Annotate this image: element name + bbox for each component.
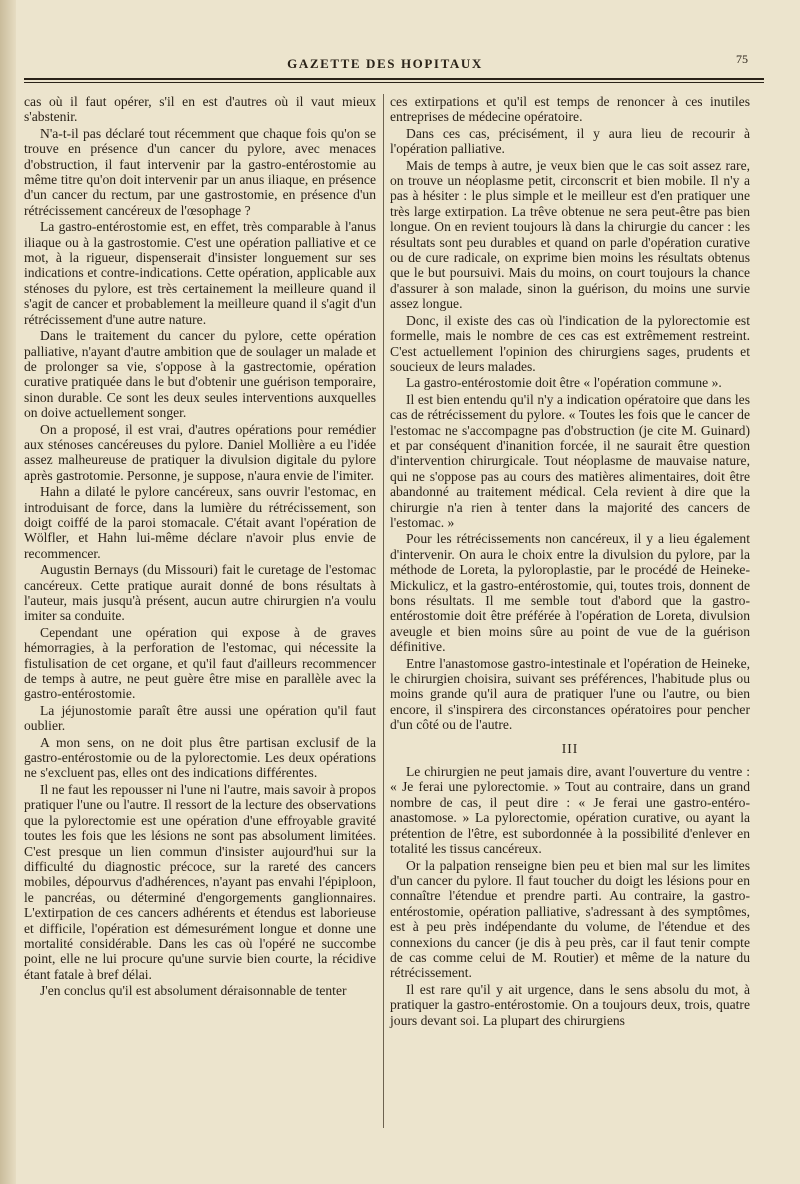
header-rule [24,78,764,80]
page-number: 75 [736,52,748,66]
paragraph: Augustin Bernays (du Missouri) fait le curetage de l'estomac cancéreux. Cette pratique aurait donné de bons résultats à l'auteur, mais jusqu'à présent, aucun autre chirurgien n'a voulu imiter sa conduite. [24,562,376,624]
paragraph: cas où il faut opérer, s'il en est d'autres où il vaut mieux s'abstenir. [24,94,376,125]
paragraph: Le chirurgien ne peut jamais dire, avant l'ouverture du ventre : « Je ferai une pylorectomie. » Tout au contraire, dans un grand nombre de cas, il peut dire : « Je ferai une gastro-entéro-anastomose. » La pylorectomie, opération curative, ou ayant la prétention de l'être, est subordonnée à la possibilité d'enlever en totalité les tissus cancéreux. [390,764,750,857]
paragraph: Il est rare qu'il y ait urgence, dans le sens absolu du mot, à pratiquer la gastro-entérostomie. On a toujours deux, trois, quatre jours devant soi. La plupart des chirurgiens [390,981,750,1028]
column-divider [383,94,384,1128]
paragraph: La gastro-entérostomie est, en effet, très comparable à l'anus iliaque ou à la gastrostomie. C'est une opération palliative et ce mot, à la rigueur, dispenserait d'insister longuement sur ses indications et contre-indications. Cette opération, applicable aux sténoses du pylore, est très certainement la meilleure quand il s'agit de cancer et probablement la meilleure quand il s'agit d'un rétrécissement d'une autre nature. [24,219,376,327]
left-column [24,94,376,1134]
paragraph: Or la palpation renseigne bien peu et bien mal sur les limites d'un cancer du pylore. Il faut toucher du doigt les lésions pour en connaître l'étendue et prendre parti. Au contraire, la gastro-entérostomie, opération palliative, s'adressant à des symptômes, est à peu près indépendante du volume, de l'étendue et des connexions du cancer (je dis à peu près, car il faut tenir compte de cas comme celui de M. Routier) et même de la nature du rétrécissement. [390,857,750,981]
paragraph: Entre l'anastomose gastro-intestinale et l'opération de Heineke, le chirurgien choisira, suivant ses préférences, l'habitude plus ou moins grande qu'il aura de pratiquer l'une ou l'autre, ou bien encore, il s'inspirera des circonstances opératoires pour pencher d'un côté ou de l'autre. [390,655,750,733]
paragraph: On a proposé, il est vrai, d'autres opérations pour remédier aux sténoses cancéreuses du pylore. Daniel Mollière a eu l'idée assez malheureuse de pratiquer la divulsion digitale du pylore après gastrotomie. Personne, je suppose, n'aura envie de l'imiter. [24,421,376,483]
paragraph: Mais de temps à autre, je veux bien que le cas soit assez rare, on trouve un néoplasme petit, circonscrit et bien mobile. Il n'y a pas à hésiter : le plus simple et le meilleur est d'en pratiquer une très large extirpation. La trêve obtenue ne sera peut-être pas bien longue. On en revient toujours là dans la chirurgie du cancer : les résultats sont peu durables et quand on parle d'opération curative ou de cure radicale, on exprime bien moins les résultats obtenus que le but poursuivi. Mais du moins, on court toujours la chance d'assurer à son malade, sinon la guérison, du moins une survie assez longue. [390,157,750,312]
right-column [390,94,750,1134]
paragraph: Cependant une opération qui expose à de graves hémorragies, à la perforation de l'estomac, qui nécessite la fistulisation de cet organe, et qu'il faut d'ailleurs recommencer de temps à autre, ne peut guère être mise en parallèle avec la gastro-entérostomie. [24,624,376,702]
paragraph: Hahn a dilaté le pylore cancéreux, sans ouvrir l'estomac, en introduisant de force, dans la lumière du rétrécissement, son doigt coiffé de la paroi stomacale. C'était avant l'opération de Wölfler, et Hahn lui-même déclare n'avoir plus envie de recommencer. [24,484,376,561]
section-heading: III [561,740,579,756]
paragraph: Pour les rétrécissements non cancéreux, il y a lieu également d'intervenir. On aura le choix entre la divulsion du pylore, par la méthode de Loreta, la pyloroplastie, par le procédé de Heineke-Mickulicz, et la gastro-entérostomie, qui, toutes trois, donnent de bons résultats. Il me semble tout d'abord que la gastro-entérostomie doit être préférée à l'opération de Loreta, divulsion aveugle et bien moins sûre au point de vue de la guérison définitive. [390,531,750,655]
paragraph: La gastro-entérostomie doit être « l'opération commune ». [406,375,722,391]
header-rule-thin [24,82,764,83]
paragraph: A mon sens, on ne doit plus être partisan exclusif de la gastro-entérostomie ou de la pylorectomie. Les deux opérations ne s'excluent pas, elles ont des indications différentes. [24,734,376,781]
paragraph: Dans ces cas, précisément, il y aura lieu de recourir à l'opération palliative. [390,125,750,157]
paragraph: ces extirpations et qu'il est temps de renoncer à ces inutiles entreprises de médecine opératoire. [390,94,750,125]
paragraph: Il ne faut les repousser ni l'une ni l'autre, mais savoir à propos pratiquer l'une ou l'autre. Il ressort de la lecture des observations que la pylorectomie est une opération d'une effroyable gravité toutes les fois que les lésions ne sont pas absolument limitées. C'est presque un lien commun d'insister aujourd'hui sur la difficulté du diagnostic précoce, sur la rareté des cancers mobiles, dépourvus d'adhérences, n'ayant pas envahi l'épiploon, le pancréas, ou déterminé d'engorgements ganglionnaires. L'extirpation de ces cancers adhérents et étendus est laborieuse et difficile, l'opération est démesurément longue et donne une mortalité considérable. Dans les cas où l'opéré ne succombe point, elle ne lui procure qu'une survie bien courte, la récidive étant fatale à bref délai. [24,781,376,982]
paragraph: La jéjunostomie paraît être aussi une opération qu'il faut oublier. [24,702,376,734]
journal-title: GAZETTE DES HOPITAUX [287,56,483,71]
page-header [22,52,748,76]
paragraph: J'en conclus qu'il est absolument déraisonnable de tenter [40,983,347,999]
paragraph: Dans le traitement du cancer du pylore, cette opération palliative, n'ayant d'autre ambition que de soulager un malade et de prolonger sa vie, s'oppose à la gastrectomie, opération curative pratiquée dans le but d'obtenir une guérison temporaire, sinon durable. Ce sont les deux seules interventions auxquelles on doive actuellement songer. [24,328,376,421]
paragraph: Donc, il existe des cas où l'indication de la pylorectomie est formelle, mais le nombre de ces cas est extrêmement restreint. C'est actuellement l'opinion des chirurgiens sages, prudents et soucieux de leurs malades. [390,312,750,374]
page-edge [0,0,16,1184]
paragraph: N'a-t-il pas déclaré tout récemment que chaque fois qu'on se trouve en présence d'un cancer du pylore, avec menaces d'obstruction, il faut intervenir par la gastro-entérostomie au même titre qu'on doit intervenir par un anus iliaque, en présence d'un cancer du rectum, par une gastrostomie, en présence d'un rétrécissement cancéreux de l'œsophage ? [24,125,376,218]
paragraph: Il est bien entendu qu'il n'y a indication opératoire que dans les cas de rétrécissement du pylore. « Toutes les fois que le cancer de l'estomac ne s'accompagne pas d'obstruction (je cite M. Guinard) et par conséquent d'inanition forcée, il ne saurait être question d'intervention chirurgicale. Tout néoplasme de mauvaise nature, qui ne s'oppose pas au cours des matières alimentaires, doit être abandonné au traitement médical. Cela revient à dire que la chirurgie n'a rien à tenter dans la majorité des cancers de l'estomac. » [390,391,750,530]
